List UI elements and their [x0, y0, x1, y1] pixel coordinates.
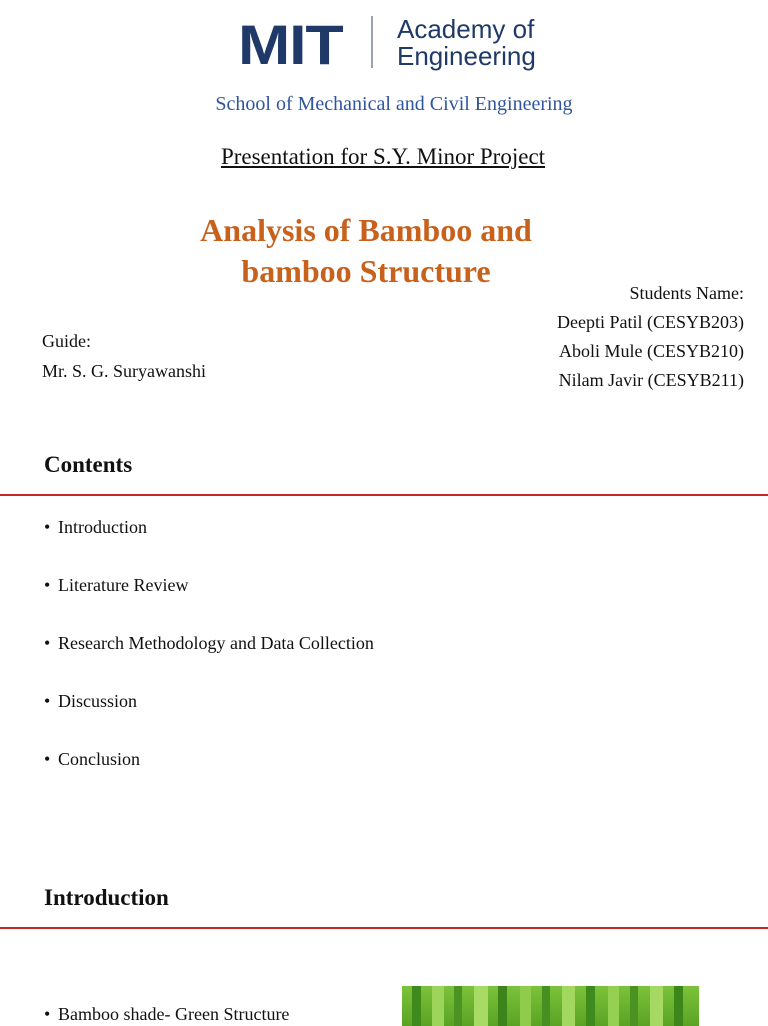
logo-mit-text: MIT — [238, 13, 343, 76]
list-item — [44, 506, 374, 564]
bullet-icon: • — [44, 1004, 51, 1024]
guide-name: Mr. S. G. Suryawanshi — [42, 361, 207, 381]
list-item-label: Bamboo shade- Green Structure — [58, 1004, 290, 1024]
list-item — [44, 738, 374, 796]
student-name: Deepti Patil (CESYB203) — [557, 312, 744, 332]
introduction-heading: Introduction — [44, 885, 169, 910]
list-item-label: Research Methodology and Data Collection — [58, 633, 374, 653]
logo-academy-text — [397, 16, 536, 70]
list-item — [44, 1004, 289, 1025]
list-item-label: Introduction — [58, 517, 147, 537]
project-title-line2: bamboo Structure — [241, 253, 491, 289]
bullet-icon: • — [44, 575, 51, 595]
students-label: Students Name: — [629, 283, 744, 303]
list-item-label: Discussion — [58, 691, 138, 711]
contents-divider — [0, 494, 768, 496]
list-item — [44, 622, 374, 680]
logo-divider — [371, 16, 373, 68]
guide-block — [42, 326, 206, 386]
list-item-label: Conclusion — [58, 749, 141, 769]
list-item — [44, 680, 374, 738]
list-item-label: Literature Review — [58, 575, 189, 595]
mit-logo — [0, 0, 768, 80]
list-item — [44, 564, 374, 622]
introduction-divider — [0, 927, 768, 929]
bamboo-image — [402, 986, 699, 1026]
contents-heading: Contents — [44, 452, 133, 477]
project-title-line1: Analysis of Bamboo and — [200, 212, 532, 248]
bullet-icon: • — [44, 749, 51, 769]
logo-academy-line1: Academy of — [397, 14, 535, 44]
student-name: Nilam Javir (CESYB211) — [558, 370, 744, 390]
bullet-icon: • — [44, 633, 51, 653]
guide-label: Guide: — [42, 331, 91, 351]
students-block — [557, 279, 744, 395]
bullet-icon: • — [44, 691, 51, 711]
school-name: School of Mechanical and Civil Engineering — [215, 93, 573, 115]
bullet-icon: • — [44, 517, 51, 537]
presentation-subtitle: Presentation for S.Y. Minor Project — [220, 144, 546, 169]
contents-list — [44, 506, 374, 796]
student-name: Aboli Mule (CESYB210) — [558, 341, 744, 361]
logo-academy-line2: Engineering — [397, 41, 536, 71]
